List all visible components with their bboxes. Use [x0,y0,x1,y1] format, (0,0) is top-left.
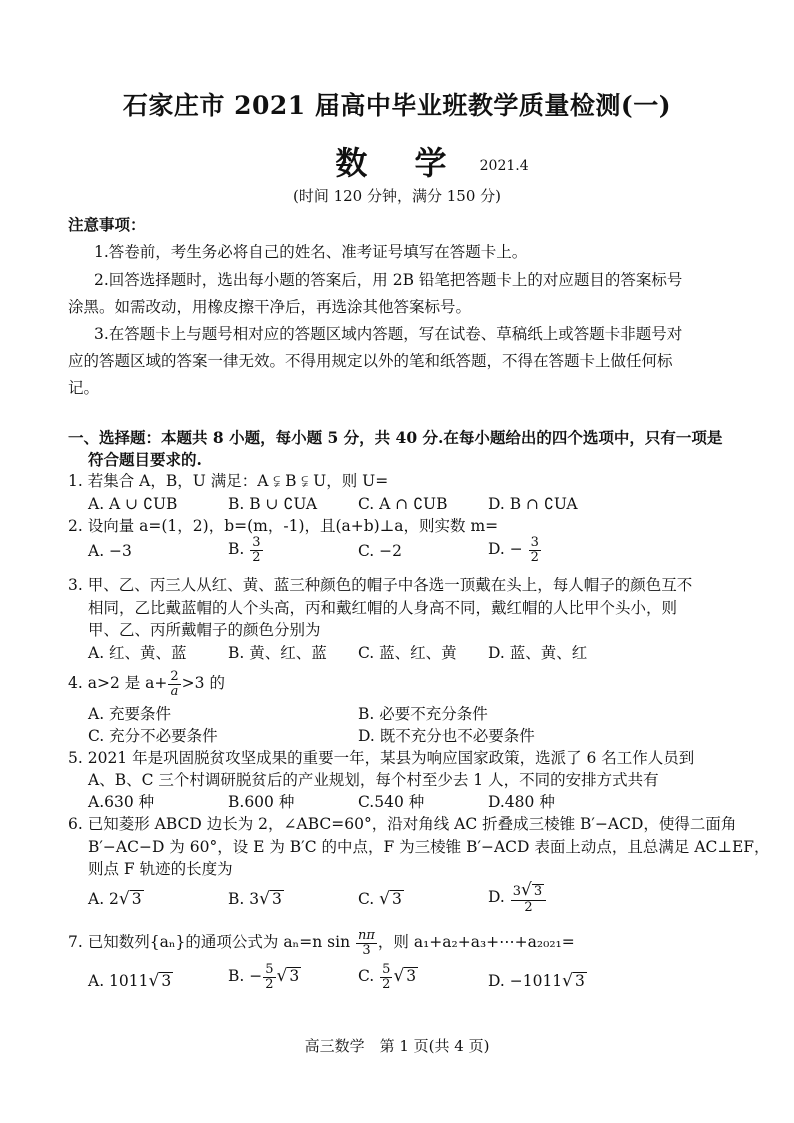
q6-option-b-sqrt: √ 3 [259,889,282,909]
q6-option-d-label: D. [488,888,505,907]
q2-option-d [488,536,542,564]
q2-stem: 2. 设向量 a=(1，2)，b=(m，-1)，且(a+b)⊥a，则实数 m= [68,517,499,535]
q1-option-b: B. B ∪ ∁UA [228,495,318,513]
q7-b-numerator: 5 [265,962,274,977]
q7-option-c-sqrt: √ 3 [393,966,417,987]
q4-numerator: 2 [170,669,179,684]
q3-option-c: C. 蓝、红、黄 [358,644,457,662]
q6-option-b-label: B. 3 [228,890,260,908]
q2-option-a: A. −3 [88,542,132,560]
note-item-3-line-2: 应的答题区域的答案一律无效。不得用规定以外的笔和纸答题，不得在答题卡上做任何标 [68,352,673,370]
q4-denominator: a [170,683,179,699]
q3-line-3: 甲、乙、丙所戴帽子的颜色分别为 [88,621,321,639]
q4-stem-pre: 4. a>2 是 a+ [68,674,168,693]
q4-option-d: D. 既不充分也不必要条件 [358,727,535,745]
q6-option-a-sqrt: √ 3 [118,889,142,909]
q4-option-a: A. 充要条件 [88,705,172,723]
q6-d-sqrt: √ 3 [521,880,543,900]
exam-title: 石家庄市 2021 届高中毕业班教学质量检测(一) [122,91,672,120]
q2-option-d-label: D. − [488,540,523,559]
q6-d-denominator: 2 [524,899,533,915]
q6-c-radicand: 3 [392,890,402,908]
q7-denominator: 3 [362,942,371,958]
q6-option-b [228,888,284,910]
q7-option-b-fraction [263,963,275,991]
q3-line-1: 3. 甲、乙、丙三人从红、黄、蓝三种颜色的帽子中各选一顶戴在头上，每人帽子的颜色互不 [68,576,693,594]
q2-option-d-fraction [529,536,541,564]
q6-d-radicand: 3 [533,884,543,899]
q5-option-b: B.600 种 [228,793,295,811]
q7-option-b-label: B. − [228,967,263,986]
q6-option-d [488,882,547,914]
q7-option-c [358,963,418,991]
q5-line-2: A、B、C 三个村调研脱贫后的产业规划，每个村至少去 1 人，不同的安排方式共有 [88,771,659,789]
q2-option-b-fraction [250,536,262,564]
q7-option-d-label: D. −1011 [488,972,563,990]
note-item-2-line-2: 涂黑。如需改动，用橡皮擦干净后，再选涂其他答案标号。 [68,298,472,316]
section-heading-line-1: 一、选择题：本题共 8 小题，每小题 5 分，共 40 分.在每小题给出的四个选项中，只有一项是 [68,428,723,447]
q7-stem-pre: 7. 已知数列{aₙ}的通项公式为 aₙ=n sin [68,933,351,952]
q2-option-c: C. −2 [358,542,403,560]
q1-option-d: D. B ∩ ∁UA [488,495,578,513]
q7-option-c-fraction [380,963,392,991]
q3-option-d: D. 蓝、黄、红 [488,644,588,662]
q5-line-1: 5. 2021 年是巩固脱贫攻坚成果的重要一年，某县为响应国家政策，选派了 6 名工作人员到 [68,749,695,767]
q6-d-numerator [511,882,546,901]
q7-option-c-label: C. [358,967,375,986]
q6-a-radicand: 3 [131,890,142,908]
subject-line [0,138,794,184]
q2-d-denominator: 2 [530,549,539,565]
q1-stem: 1. 若集合 A，B，U 满足：A ⫋ B ⫋ U，则 U= [68,472,389,490]
time-info: (时间 120 分钟，满分 150 分) [292,187,502,205]
q7-d-radicand: 3 [575,972,585,990]
q4-fraction [168,670,180,698]
q6-line-1: 6. 已知菱形 ABCD 边长为 2，∠ABC=60°，沿对角线 AC 折叠成三棱锥 B′−ACD，使得二面角 [68,815,737,833]
page-footer: 高三数学 第 1 页(共 4 页) [304,1037,490,1055]
q7-c-numerator: 5 [382,962,391,977]
q6-option-a [88,888,144,910]
q6-line-2: B′−AC−D 为 60°，设 E 为 B′C 的中点，F 为三棱锥 B′−ACD 表面上动点，且总满足 AC⊥EF， [88,838,770,856]
q1-option-c: C. A ∩ ∁UB [358,495,448,513]
q4-stem-post: >3 的 [181,674,225,693]
q7-c-denominator: 2 [382,976,391,992]
q2-option-b [228,536,264,564]
q7-option-d [488,970,587,992]
q5-option-d: D.480 种 [488,793,555,811]
q6-option-c-label: C. [358,890,375,908]
q7-option-a [88,970,173,992]
note-item-2-line-1: 2.回答选择题时，选出每小题的答案后，用 2B 铅笔把答题卡上的对应题目的答案标号 [94,271,683,289]
q7-stem-post: ，则 a₁+a₂+a₃+⋯+a₂₀₂₁= [377,933,575,952]
q6-d-coefficient: 3 [512,884,522,899]
q6-option-d-fraction [511,882,546,914]
q7-option-b-sqrt: √ 3 [276,966,300,987]
q6-b-radicand: 3 [271,890,282,908]
q2-b-denominator: 2 [252,549,261,565]
q3-option-b: B. 黄、红、蓝 [228,644,327,662]
q7-option-d-sqrt: √ 3 [562,971,585,991]
q2-option-b-label: B. [228,540,245,559]
q1-option-a: A. A ∪ ∁UB [88,495,178,513]
notes-heading: 注意事项： [68,215,146,234]
q7-c-radicand: 3 [406,967,417,986]
q7-b-radicand: 3 [289,967,300,986]
q6-option-c-sqrt: √ 3 [379,889,402,909]
q3-option-a: A. 红、黄、蓝 [88,644,187,662]
q5-option-a: A.630 种 [88,793,155,811]
q4-option-b: B. 必要不充分条件 [358,705,488,723]
q7-option-a-label: A. 1011 [88,972,149,990]
note-item-3-line-3: 记。 [68,379,100,397]
q7-b-denominator: 2 [265,976,274,992]
q3-line-2: 相同，乙比戴蓝帽的人个头高，丙和戴红帽的人身高不同，戴红帽的人比甲个头小，则 [88,599,678,617]
q7-option-b [228,963,301,991]
q5-option-c: C.540 种 [358,793,425,811]
q6-option-c [358,888,404,910]
note-item-1: 1.答卷前，考生务必将自己的姓名、准考证号填写在答题卡上。 [94,243,528,261]
subject-name: 数 学 [335,144,465,182]
q7-option-a-sqrt: √ 3 [148,971,172,991]
q2-d-numerator: 3 [530,535,539,550]
q6-line-3: 则点 F 轨迹的长度为 [88,860,233,878]
q6-option-a-label: A. 2 [88,890,119,908]
q7-numerator: nπ [358,928,375,943]
q7-fraction [356,929,377,957]
section-heading-line-2: 符合题目要求的. [88,450,202,469]
exam-date: 2021.4 [479,158,529,174]
q7-stem [68,929,575,957]
q7-a-radicand: 3 [161,972,172,990]
q4-stem [68,670,225,698]
q2-b-numerator: 3 [252,535,261,550]
note-item-3-line-1: 3.在答题卡上与题号相对应的答题区域内答题，写在试卷、草稿纸上或答题卡非题号对 [94,325,683,343]
q4-option-c: C. 充分不必要条件 [88,727,218,745]
